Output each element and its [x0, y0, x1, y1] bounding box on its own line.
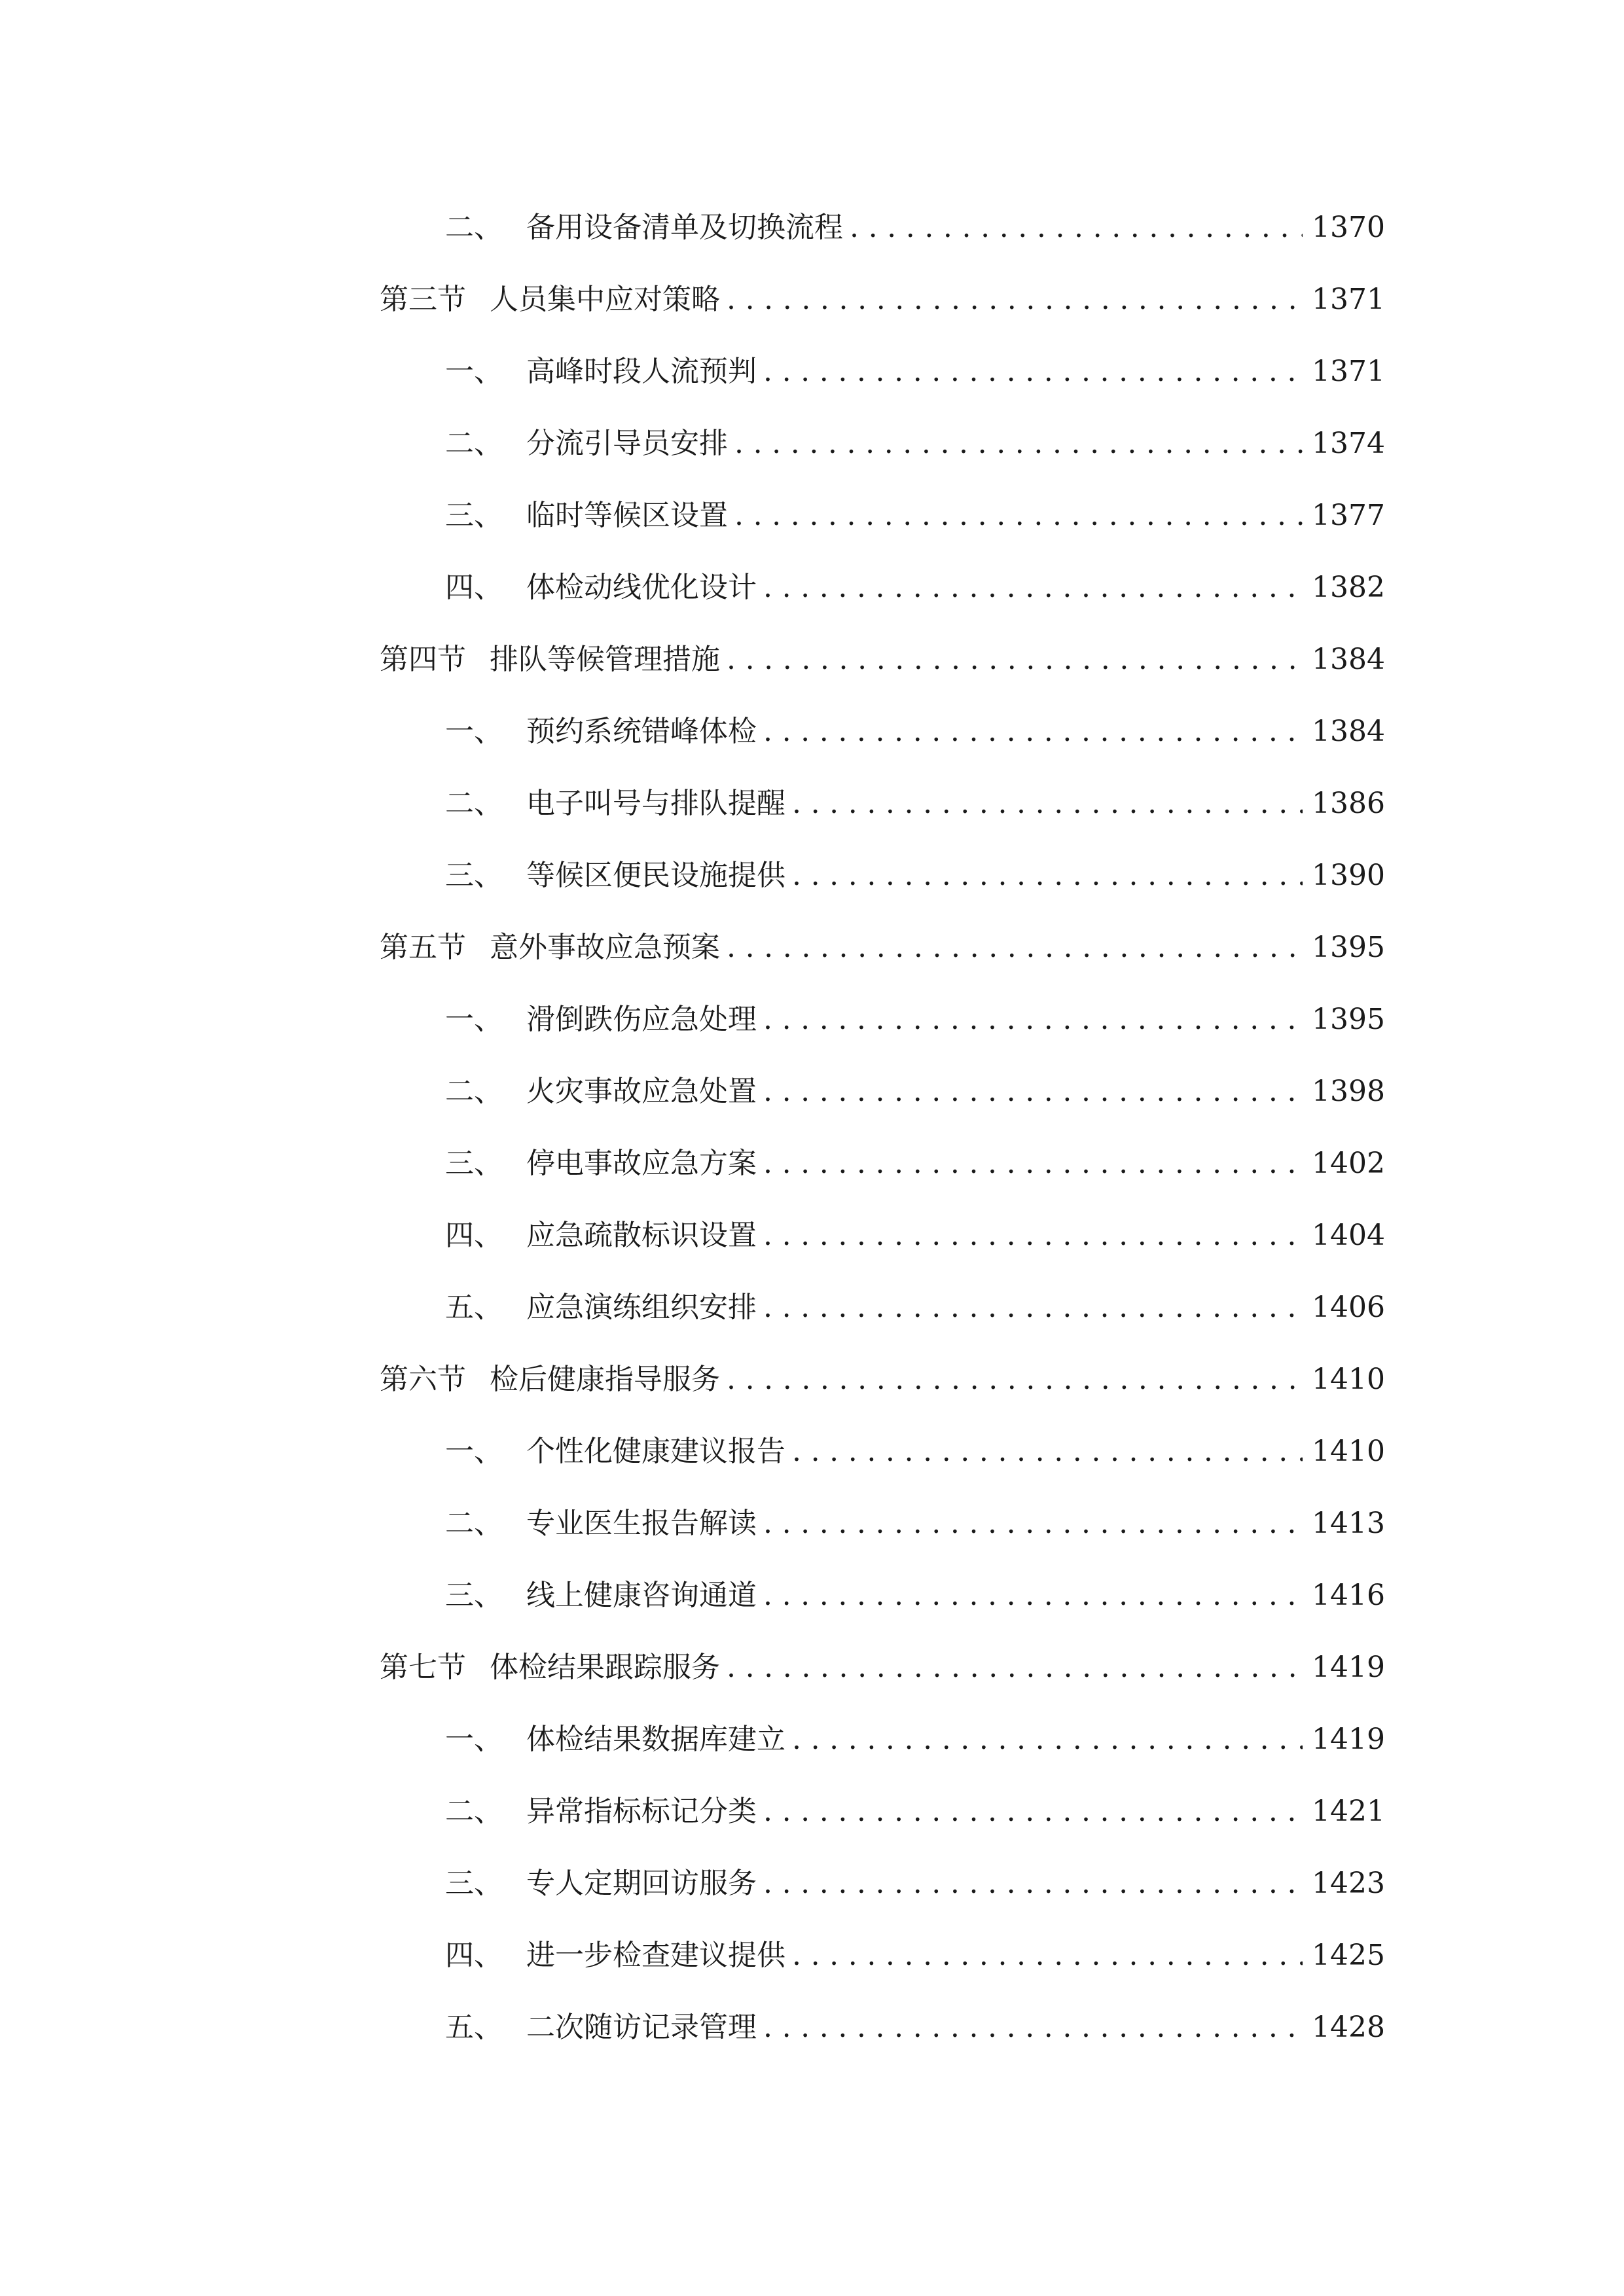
toc-entry-page: 1386 — [1312, 787, 1385, 820]
toc-leader-dots — [763, 1789, 1303, 1835]
toc-entry[interactable] — [445, 1861, 1384, 1907]
toc-leader-dots — [763, 1213, 1303, 1259]
toc-entry-title: 应急疏散标识设置 — [526, 1219, 757, 1252]
toc-leader-dots — [727, 637, 1303, 683]
toc-entry-page: 1428 — [1312, 2011, 1385, 2044]
toc-leader-dots — [792, 1933, 1303, 1979]
toc-entry-title: 分流引导员安排 — [526, 427, 728, 460]
toc-entry-number: 三、 — [445, 1867, 503, 1900]
toc-entry-number: 第七节 — [380, 1651, 466, 1684]
toc-entry-number: 第五节 — [380, 931, 466, 964]
toc-entry[interactable] — [445, 349, 1384, 395]
toc-entry-number: 二、 — [445, 211, 503, 244]
toc-leader-dots — [792, 1429, 1303, 1475]
toc-entry-title: 火灾事故应急处置 — [526, 1075, 757, 1108]
toc-leader-dots — [727, 277, 1303, 323]
toc-entry-title: 专人定期回访服务 — [526, 1867, 757, 1900]
toc-entry-number: 一、 — [445, 1003, 503, 1036]
toc-leader-dots — [763, 709, 1303, 755]
toc-entry-title: 进一步检查建议提供 — [526, 1939, 785, 1972]
toc-leader-dots — [727, 925, 1303, 971]
toc-entry-title: 专业医生报告解读 — [526, 1507, 757, 1540]
toc-entry-title: 排队等候管理措施 — [490, 643, 720, 676]
toc-entry-number: 三、 — [445, 499, 503, 532]
toc-entry-number: 二、 — [445, 1507, 503, 1540]
toc-entry[interactable] — [445, 1933, 1384, 1979]
toc-entry-number: 三、 — [445, 1579, 503, 1612]
toc-entry[interactable] — [445, 1429, 1384, 1475]
toc-leader-dots — [727, 1645, 1303, 1691]
toc-entry-page: 1395 — [1312, 931, 1385, 964]
toc-entry-page: 1410 — [1312, 1435, 1385, 1468]
toc-entry-title: 等候区便民设施提供 — [526, 859, 785, 892]
toc-entry-number: 二、 — [445, 427, 503, 460]
toc-entry-title: 应急演练组织安排 — [526, 1291, 757, 1324]
toc-entry-title: 体检结果跟踪服务 — [490, 1651, 720, 1684]
toc-entry-number: 四、 — [445, 571, 503, 604]
toc-leader-dots — [734, 421, 1303, 467]
toc-entry-title: 二次随访记录管理 — [526, 2011, 757, 2044]
toc-entry-title: 人员集中应对策略 — [490, 283, 720, 316]
toc-entry[interactable] — [445, 1717, 1384, 1763]
toc-entry-title: 个性化健康建议报告 — [526, 1435, 785, 1468]
toc-entry-title: 停电事故应急方案 — [526, 1147, 757, 1180]
toc-entry-number: 五、 — [445, 1291, 503, 1324]
toc-leader-dots — [763, 997, 1303, 1043]
toc-leader-dots — [763, 1573, 1303, 1619]
toc-entry-page: 1371 — [1312, 355, 1385, 388]
toc-entry-number: 四、 — [445, 1219, 503, 1252]
toc-entry-title: 检后健康指导服务 — [490, 1363, 720, 1396]
toc-leader-dots — [763, 565, 1303, 611]
toc-leader-dots — [727, 1357, 1303, 1403]
toc-entry-page: 1374 — [1312, 427, 1385, 460]
toc-entry-title: 高峰时段人流预判 — [526, 355, 757, 388]
toc-entry[interactable] — [445, 1069, 1384, 1115]
toc-entry-number: 一、 — [445, 355, 503, 388]
toc-entry-page: 1377 — [1312, 499, 1385, 532]
toc-entry-page: 1404 — [1312, 1219, 1385, 1252]
toc-entry-number: 二、 — [445, 1075, 503, 1108]
toc-leader-dots — [763, 1141, 1303, 1187]
toc-entry-number: 三、 — [445, 859, 503, 892]
toc-entry-number: 二、 — [445, 1795, 503, 1828]
toc-entry-title: 备用设备清单及切换流程 — [526, 211, 843, 244]
toc-entry-title: 体检结果数据库建立 — [526, 1723, 785, 1756]
toc-entry-page: 1425 — [1312, 1939, 1385, 1972]
toc-leader-dots — [792, 1717, 1303, 1763]
toc-entry-page: 1413 — [1312, 1507, 1385, 1540]
toc-entry-title: 线上健康咨询通道 — [526, 1579, 757, 1612]
toc-entry[interactable] — [445, 205, 1384, 251]
toc-leader-dots — [763, 1501, 1303, 1547]
toc-entry-title: 预约系统错峰体检 — [526, 715, 757, 748]
toc-entry-number: 二、 — [445, 787, 503, 820]
toc-entry-page: 1410 — [1312, 1363, 1385, 1396]
toc-entry[interactable] — [445, 1573, 1384, 1619]
toc-leader-dots — [763, 1861, 1303, 1907]
toc-leader-dots — [792, 781, 1303, 827]
toc-leader-dots — [734, 493, 1303, 539]
toc-entry-page: 1384 — [1312, 643, 1385, 676]
toc-leader-dots — [763, 1069, 1303, 1115]
toc-leader-dots — [850, 205, 1303, 251]
toc-entry[interactable] — [445, 1285, 1384, 1331]
toc-entry-number: 四、 — [445, 1939, 503, 1972]
toc-entry-number: 三、 — [445, 1147, 503, 1180]
toc-entry-number: 第三节 — [380, 283, 466, 316]
toc-entry-page: 1423 — [1312, 1867, 1385, 1900]
toc-entry[interactable] — [445, 709, 1384, 755]
toc-entry-number: 第四节 — [380, 643, 466, 676]
toc-leader-dots — [792, 853, 1303, 899]
toc-leader-dots — [763, 2005, 1303, 2051]
toc-entry-page: 1398 — [1312, 1075, 1385, 1108]
toc-entry-number: 一、 — [445, 1435, 503, 1468]
toc-entry[interactable] — [445, 1141, 1384, 1187]
toc-entry-title: 异常指标标记分类 — [526, 1795, 757, 1828]
toc-entry-page: 1416 — [1312, 1579, 1385, 1612]
toc-entry-page: 1395 — [1312, 1003, 1385, 1036]
toc-entry-page: 1421 — [1312, 1795, 1385, 1828]
toc-entry-number: 一、 — [445, 1723, 503, 1756]
toc-entry-page: 1419 — [1312, 1651, 1385, 1684]
toc-entry[interactable] — [380, 925, 1384, 971]
toc-entry-page: 1419 — [1312, 1723, 1385, 1756]
toc-entry[interactable] — [445, 421, 1384, 467]
toc-entry[interactable] — [445, 1789, 1384, 1835]
toc-entry-title: 临时等候区设置 — [526, 499, 728, 532]
toc-entry-number: 一、 — [445, 715, 503, 748]
toc-entry[interactable] — [445, 493, 1384, 539]
toc-leader-dots — [763, 349, 1303, 395]
toc-entry-page: 1370 — [1312, 211, 1385, 244]
toc-entry[interactable] — [380, 1357, 1384, 1403]
toc-entry-title: 意外事故应急预案 — [490, 931, 720, 964]
toc-leader-dots — [763, 1285, 1303, 1331]
toc-entry-page: 1406 — [1312, 1291, 1385, 1324]
toc-entry[interactable] — [380, 1645, 1384, 1691]
toc-entry[interactable] — [380, 277, 1384, 323]
toc-entry[interactable] — [445, 781, 1384, 827]
toc-entry[interactable] — [445, 2005, 1384, 2051]
toc-entry[interactable] — [445, 1213, 1384, 1259]
toc-entry-number: 五、 — [445, 2011, 503, 2044]
toc-entry-title: 电子叫号与排队提醒 — [526, 787, 785, 820]
toc-entry[interactable] — [445, 997, 1384, 1043]
toc-entry-number: 第六节 — [380, 1363, 466, 1396]
toc-entry-title: 体检动线优化设计 — [526, 571, 757, 604]
toc-entry[interactable] — [380, 637, 1384, 683]
toc-entry-page: 1371 — [1312, 283, 1385, 316]
toc-entry-page: 1382 — [1312, 571, 1385, 604]
toc-entry[interactable] — [445, 1501, 1384, 1547]
toc-entry-title: 滑倒跌伤应急处理 — [526, 1003, 757, 1036]
toc-entry-page: 1384 — [1312, 715, 1385, 748]
toc-entry[interactable] — [445, 853, 1384, 899]
toc-entry[interactable] — [445, 565, 1384, 611]
toc-entry-page: 1390 — [1312, 859, 1385, 892]
toc-entry-page: 1402 — [1312, 1147, 1385, 1180]
